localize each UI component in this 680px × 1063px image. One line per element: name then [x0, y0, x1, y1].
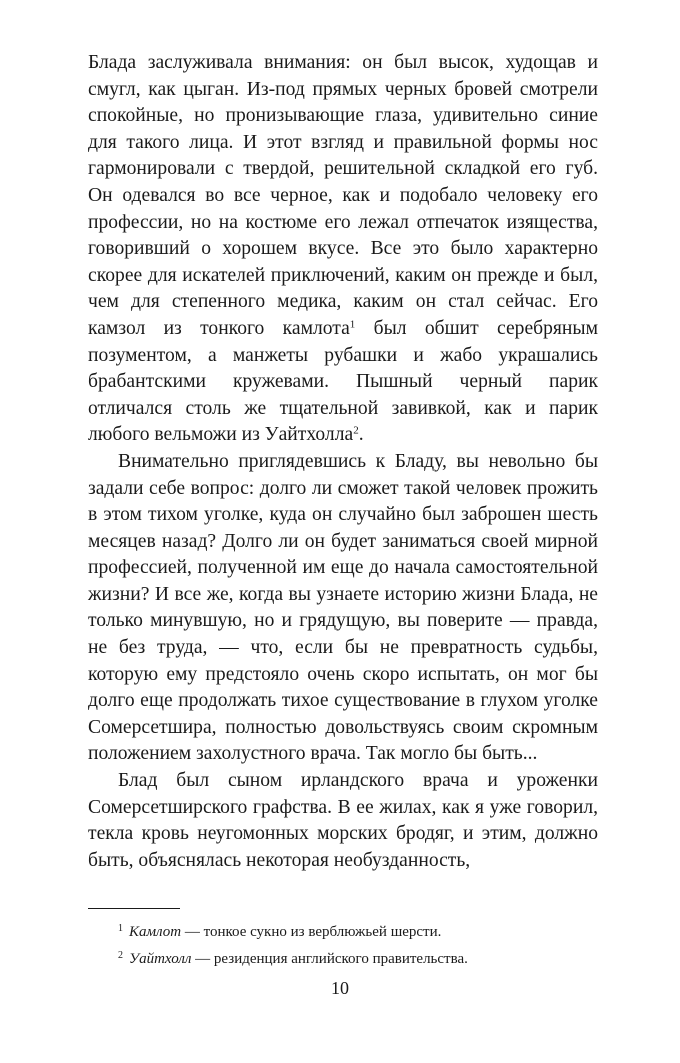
- footnote-ref-1: 1: [349, 318, 356, 331]
- paragraph-1-text-end: .: [358, 424, 364, 446]
- footnote-2: [118, 944, 598, 971]
- footnote-2-definition: — резиденция английского правительства.: [191, 951, 468, 967]
- footnote-1: [118, 917, 598, 944]
- paragraph-1-text-a: Блада заслуживала внимания: он был высок, худощав и смугл, как цыган. Из-под прямых черных бровей смотрели спокойные, но пронизывающие глаза, удивительно синие для такого лица. И этот взгляд и правильной формы нос гармонировали с твердой, решительной складкой его губ. Он одевался во все черное, как и подобало человеку его профессии, но на костюме его лежал отпечаток изящества, говоривший о хорошем вкусе. Все это было характерно скорее для искателей приключений, каким он прежде и был, чем для степенного медика, каким он стал сейчас. Его камзол из тонкого камлота: [88, 52, 598, 339]
- paragraph-1: [88, 50, 598, 449]
- footnote-1-definition: — тонкое сукно из верблюжьей шерсти.: [181, 924, 442, 940]
- paragraph-1-text-b: был обшит серебряным позументом, а манжеты рубашки и жабо украшались брабантскими кружевами. Пышный черный парик отличался столь же тщательной завивкой, как и парик любого вельможи из Уайтхолла: [88, 317, 598, 446]
- page-number: 10: [331, 978, 349, 998]
- footnote-2-term: Уайтхолл: [129, 951, 192, 967]
- footnote-1-term: Камлот: [129, 924, 182, 940]
- page-text: [88, 50, 598, 874]
- footnote-1-mark: 1: [118, 923, 123, 934]
- footnote-divider: [88, 908, 180, 909]
- footnote-2-mark: 2: [118, 950, 123, 961]
- paragraph-3: Блад был сыном ирландского врача и уроженки Сомерсетширского графства. В ее жилах, как я уже говорил, текла кровь неугомонных морских бродяг, и этим, должно быть, объяснялась некоторая необузданность,: [88, 770, 598, 871]
- footnotes: [118, 917, 598, 971]
- paragraph-2: Внимательно приглядевшись к Бладу, вы невольно бы задали себе вопрос: долго ли сможет такой человек прожить в этом тихом уголке, куда он случайно был заброшен шесть месяцев назад? Долго ли он будет заниматься своей мирной профессией, полученной им еще до начала самостоятельной жизни? И все же, когда вы узнаете историю жизни Блада, не только минувшую, но и грядущую, вы поверите — правда, не без труда, — что, если бы не превратность судьбы, которую ему предстояло очень скоро испытать, он мог бы долго еще продолжать тихое существование в глухом уголке Сомерсетшира, полностью довольствуясь своим скромным положением захолустного врача. Так могло бы быть...: [88, 450, 598, 765]
- footnote-ref-2: 2: [353, 424, 359, 437]
